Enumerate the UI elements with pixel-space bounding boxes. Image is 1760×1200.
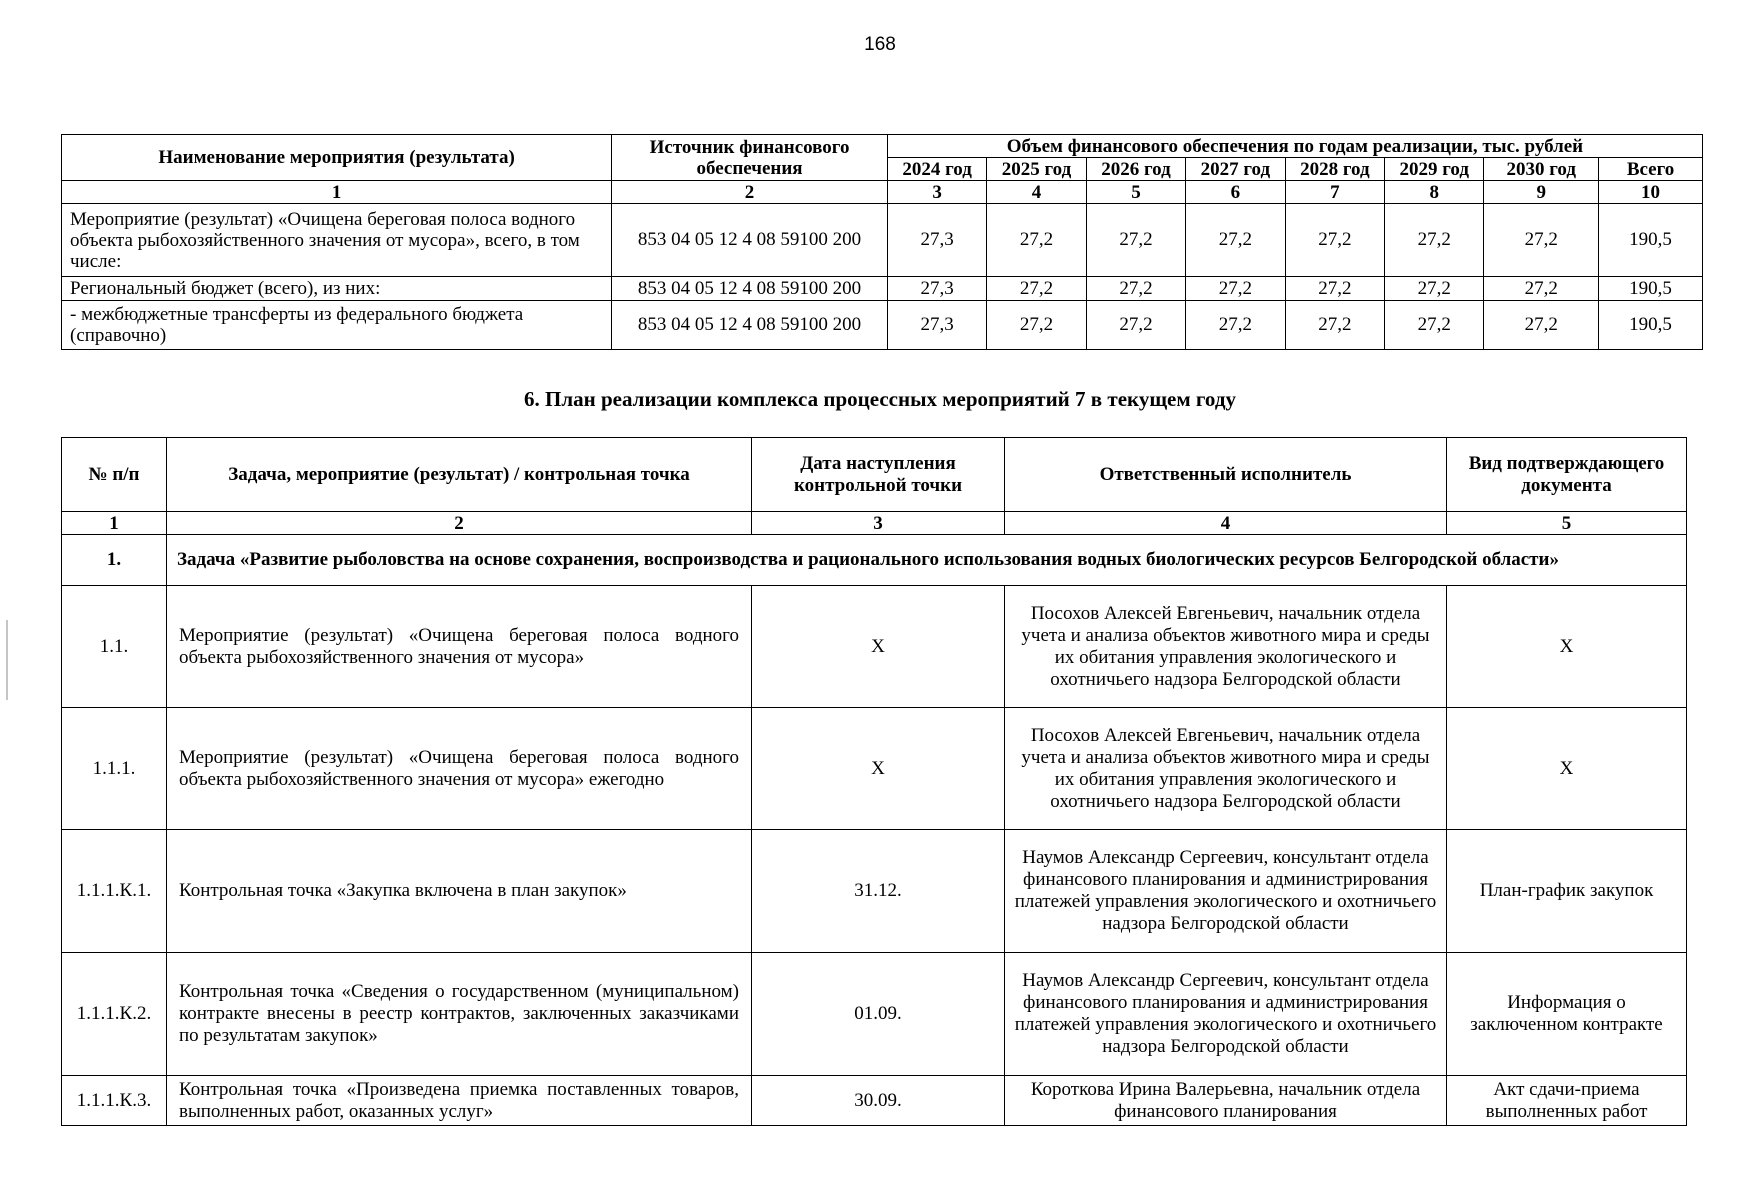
row-value: 27,2	[1285, 277, 1384, 301]
table-row	[62, 953, 1687, 1076]
row-value: 27,2	[1285, 204, 1384, 277]
col-header-volume: Объем финансового обеспечения по годам реализации, тыс. рублей	[887, 135, 1702, 158]
table-row	[62, 830, 1687, 953]
row-doc: Информация о заключенном контракте	[1447, 953, 1687, 1076]
row-responsible: Посохов Алексей Евгеньевич, начальник отдела учета и анализа объектов животного мира и среды их обитания управления экологического и охотничьего надзора Белгородской области	[1005, 708, 1447, 830]
row-source: 853 04 05 12 4 08 59100 200	[612, 204, 888, 277]
col-number: 3	[887, 181, 986, 204]
row-name: - межбюджетные трансферты из федерального бюджета (справочно)	[62, 301, 612, 350]
row-doc: План-график закупок	[1447, 830, 1687, 953]
plan-table	[61, 437, 1687, 1126]
col-header-num: № п/п	[62, 438, 167, 512]
row-doc: Акт сдачи-приема выполненных работ	[1447, 1076, 1687, 1126]
col-header-doc: Вид подтверждающего документа	[1447, 438, 1687, 512]
row-value: 27,3	[887, 204, 986, 277]
row-num: 1.1.1.	[62, 708, 167, 830]
row-value: 27,2	[1186, 301, 1285, 350]
row-date: Х	[752, 708, 1005, 830]
row-value: 27,2	[1186, 277, 1285, 301]
col-number: 9	[1484, 181, 1599, 204]
col-number: 2	[167, 512, 752, 535]
table-row	[62, 586, 1687, 708]
row-text: Контрольная точка «Закупка включена в план закупок»	[167, 830, 752, 953]
row-responsible: Наумов Александр Сергеевич, консультант отдела финансового планирования и администрирования платежей управления экологического и охотничьего надзора Белгородской области	[1005, 830, 1447, 953]
row-source: 853 04 05 12 4 08 59100 200	[612, 301, 888, 350]
col-number: 2	[612, 181, 888, 204]
row-responsible: Короткова Ирина Валерьевна, начальник отдела финансового планирования	[1005, 1076, 1447, 1126]
row-value: 27,2	[987, 277, 1086, 301]
col-number: 10	[1599, 181, 1703, 204]
row-value: 27,2	[1086, 204, 1185, 277]
col-number: 1	[62, 181, 612, 204]
row-value: 27,2	[1484, 301, 1599, 350]
row-value: 27,3	[887, 301, 986, 350]
col-header-task: Задача, мероприятие (результат) / контрольная точка	[167, 438, 752, 512]
task-num: 1.	[62, 535, 167, 586]
col-number: 4	[1005, 512, 1447, 535]
row-value: 27,3	[887, 277, 986, 301]
col-header-source: Источник финансового обеспечения	[612, 135, 888, 181]
table-row	[62, 708, 1687, 830]
table-row	[62, 1076, 1687, 1126]
col-header-responsible: Ответственный исполнитель	[1005, 438, 1447, 512]
row-value: 27,2	[1385, 204, 1484, 277]
col-number: 7	[1285, 181, 1384, 204]
col-number: 5	[1447, 512, 1687, 535]
page-number: 168	[864, 34, 896, 55]
col-header-total: Всего	[1599, 158, 1703, 181]
scan-artifact	[6, 620, 8, 700]
row-value: 27,2	[1385, 277, 1484, 301]
row-total: 190,5	[1599, 204, 1703, 277]
row-total: 190,5	[1599, 277, 1703, 301]
task-row	[62, 535, 1687, 586]
table-row	[62, 204, 1703, 277]
row-doc: Х	[1447, 586, 1687, 708]
row-date: Х	[752, 586, 1005, 708]
row-num: 1.1.1.К.1.	[62, 830, 167, 953]
col-number: 4	[987, 181, 1086, 204]
row-value: 27,2	[987, 204, 1086, 277]
task-text: Задача «Развитие рыболовства на основе сохранения, воспроизводства и рационального использования водных биологических ресурсов Белгородской области»	[167, 535, 1687, 586]
col-header-year: 2029 год	[1385, 158, 1484, 181]
section-title: 6. План реализации комплекса процессных мероприятий 7 в текущем году	[524, 387, 1236, 411]
col-header-date: Дата наступления контрольной точки	[752, 438, 1005, 512]
row-value: 27,2	[1484, 277, 1599, 301]
row-total: 190,5	[1599, 301, 1703, 350]
col-header-year: 2027 год	[1186, 158, 1285, 181]
row-value: 27,2	[1186, 204, 1285, 277]
row-date: 01.09.	[752, 953, 1005, 1076]
row-text: Контрольная точка «Произведена приемка поставленных товаров, выполненных работ, оказанных услуг»	[167, 1076, 752, 1126]
row-value: 27,2	[1285, 301, 1384, 350]
col-header-year: 2026 год	[1086, 158, 1185, 181]
row-date: 30.09.	[752, 1076, 1005, 1126]
row-value: 27,2	[1086, 277, 1185, 301]
col-header-year: 2030 год	[1484, 158, 1599, 181]
row-name: Региональный бюджет (всего), из них:	[62, 277, 612, 301]
row-num: 1.1.1.К.2.	[62, 953, 167, 1076]
table-row	[62, 277, 1703, 301]
row-text: Мероприятие (результат) «Очищена береговая полоса водного объекта рыбохозяйственного значения от мусора»	[167, 586, 752, 708]
col-number: 5	[1086, 181, 1185, 204]
col-number: 3	[752, 512, 1005, 535]
row-responsible: Наумов Александр Сергеевич, консультант отдела финансового планирования и администрирования платежей управления экологического и охотничьего надзора Белгородской области	[1005, 953, 1447, 1076]
col-number: 8	[1385, 181, 1484, 204]
row-num: 1.1.	[62, 586, 167, 708]
row-text: Контрольная точка «Сведения о государственном (муниципальном) контракте внесены в реестр контрактов, заключенных заказчиками по результатам закупок»	[167, 953, 752, 1076]
row-text: Мероприятие (результат) «Очищена береговая полоса водного объекта рыбохозяйственного значения от мусора» ежегодно	[167, 708, 752, 830]
col-number: 6	[1186, 181, 1285, 204]
row-num: 1.1.1.К.3.	[62, 1076, 167, 1126]
row-name: Мероприятие (результат) «Очищена береговая полоса водного объекта рыбохозяйственного значения от мусора», всего, в том числе:	[62, 204, 612, 277]
row-source: 853 04 05 12 4 08 59100 200	[612, 277, 888, 301]
row-date: 31.12.	[752, 830, 1005, 953]
col-number: 1	[62, 512, 167, 535]
row-value: 27,2	[1086, 301, 1185, 350]
col-header-year: 2025 год	[987, 158, 1086, 181]
col-header-year: 2028 год	[1285, 158, 1384, 181]
row-value: 27,2	[1484, 204, 1599, 277]
col-header-year: 2024 год	[887, 158, 986, 181]
row-value: 27,2	[987, 301, 1086, 350]
financing-table	[61, 134, 1703, 350]
col-header-name: Наименование мероприятия (результата)	[62, 135, 612, 181]
table-row	[62, 301, 1703, 350]
row-doc: Х	[1447, 708, 1687, 830]
row-responsible: Посохов Алексей Евгеньевич, начальник отдела учета и анализа объектов животного мира и среды их обитания управления экологического и охотничьего надзора Белгородской области	[1005, 586, 1447, 708]
row-value: 27,2	[1385, 301, 1484, 350]
